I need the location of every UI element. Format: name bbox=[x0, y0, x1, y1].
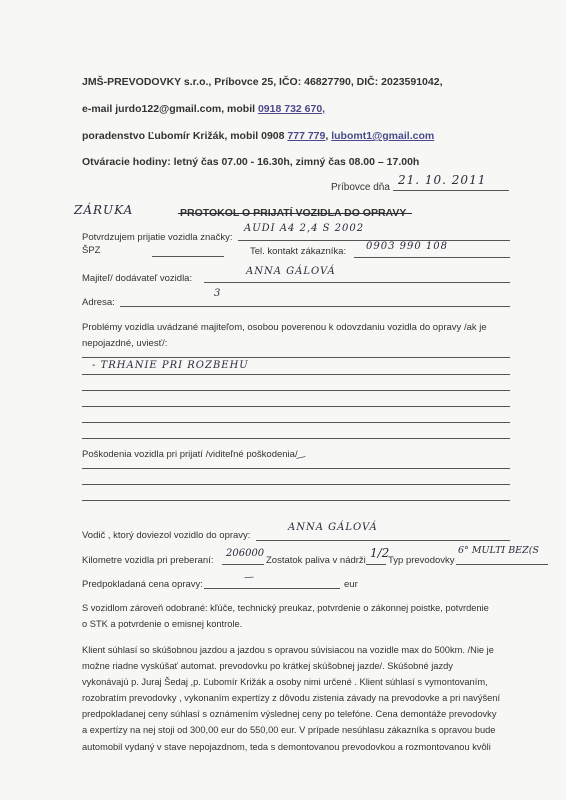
company-line: JMŠ-PREVODOVKY s.r.o., Príbovce 25, IČO: 46827790, DIČ: 2023591042, bbox=[82, 76, 443, 88]
price-value: — bbox=[243, 571, 256, 584]
price-unit: eur bbox=[344, 579, 358, 590]
price-line bbox=[204, 588, 340, 589]
price-label: Predpokladaná cena opravy: bbox=[82, 579, 203, 590]
email-mobil-link[interactable]: 0918 732 670, bbox=[257, 103, 326, 115]
vehicle-label: Potvrdzujem prijatie vozidla značky: bbox=[82, 232, 233, 243]
title-strike bbox=[178, 213, 412, 214]
damage-line-2 bbox=[82, 484, 510, 485]
terms-text-4: rozobratím prevodovky , vykonaním expertízy z dôvodu zistenia závady na prevodovke a pri navýšení bbox=[82, 693, 501, 703]
protocol-title: PROTOKOL O PRIJATÍ VOZIDLA DO OPRAVY bbox=[180, 207, 407, 219]
terms-text-7: automobil vydaný v stave nepojazdnom, teda s demontovanou prevodovkou a rozmontovanou kvôli bbox=[82, 742, 491, 752]
opening-hours: Otváracie hodiny: letný čas 07.00 - 16.30h, zimný čas 08.00 – 17.00h bbox=[82, 156, 420, 168]
advice-prefix: poradenstvo Ľubomír Križák, mobil bbox=[82, 130, 262, 142]
damage-label: Poškodenia vozidla pri prijatí /viditeľné poškodenia/ bbox=[82, 449, 298, 460]
fuel-line bbox=[366, 564, 386, 565]
spz-label: ŠPZ bbox=[82, 245, 101, 256]
driver-line bbox=[256, 540, 510, 541]
vehicle-value: AUDI A4 2,4 S 2002 bbox=[244, 223, 365, 234]
damage-value: — bbox=[294, 450, 309, 465]
fuel-value: 1/2 bbox=[370, 546, 390, 560]
handover-text-1: S vozidlom zároveň odobrané: kľúče, technický preukaz, potvrdenie o zákonnej poistke, potvrdenie bbox=[82, 603, 489, 613]
advice-sep: , bbox=[325, 130, 332, 142]
km-line bbox=[222, 564, 264, 565]
terms-text-2: možne riadne vyskúšať automat. prevodovku po krátkej skúšobnej jazde/. Skúšobné jazdy bbox=[82, 661, 453, 671]
contact-label: Tel. kontakt zákazníka: bbox=[250, 246, 347, 257]
owner-value: ANNA GÁLOVÁ bbox=[246, 266, 336, 277]
problems-label-1: Problémy vozidla uvádzané majiteľom, osobou poverenou k odovzdaniu vozidla do opravy /ak je bbox=[82, 322, 487, 333]
problems-line-5 bbox=[82, 422, 510, 423]
problems-line-1 bbox=[82, 357, 510, 358]
place-date-value: 21. 10. 2011 bbox=[398, 173, 487, 187]
km-label: Kilometre vozidla pri preberaní: bbox=[82, 555, 214, 566]
handover-text-2: o STK a potvrdenie o emisnej kontrole. bbox=[82, 619, 243, 629]
problems-label-2: nepojazdné, uviesť/: bbox=[82, 338, 168, 349]
terms-text-5: predpokladanej ceny súhlasí s oznámením výslednej ceny po telefóne. Cena demontáže prevodovky bbox=[82, 709, 497, 719]
advice-mobil-link[interactable]: 777 779 bbox=[287, 130, 326, 142]
spz-line bbox=[152, 256, 224, 257]
problems-line-4 bbox=[82, 406, 510, 407]
damage-line-3 bbox=[82, 500, 510, 501]
problems-line-6 bbox=[82, 438, 510, 439]
owner-line bbox=[204, 282, 510, 283]
place-date-line bbox=[393, 190, 509, 191]
driver-value: ANNA GÁLOVÁ bbox=[288, 522, 378, 533]
owner-label: Majiteľ/ dodávateľ vozidla: bbox=[82, 273, 193, 284]
gearbox-value: 6° MULTI BEZ(S bbox=[458, 545, 539, 556]
contact-line bbox=[354, 257, 510, 258]
address-line bbox=[120, 306, 510, 307]
contact-value: 0903 990 108 bbox=[366, 241, 448, 252]
advice-mobil-a: 0908 bbox=[261, 130, 288, 142]
problems-value: - TRHANIE PRI ROZBEHU bbox=[92, 360, 249, 371]
gearbox-label: Typ prevodovky bbox=[388, 555, 455, 566]
terms-text-6: a expertízy na nej stoji od 300,00 eur do 550,00 eur. V prípade nesúhlasu zákazníka s opravou bude bbox=[82, 725, 496, 735]
terms-text-3: vykonávajú p. Juraj Šedaj ,p. Ľubomír Križák a osoby nimi určené . Klient súhlasí s vymontovaním, bbox=[82, 677, 488, 687]
advice-line bbox=[82, 130, 434, 142]
advice-email-link[interactable]: lubomt1@gmail.com bbox=[331, 130, 435, 142]
km-value: 206000 bbox=[226, 548, 265, 559]
email-prefix: e-mail jurdo122@gmail.com, mobil bbox=[82, 103, 258, 115]
email-line bbox=[82, 103, 325, 115]
fuel-label: Zostatok paliva v nádrži bbox=[266, 555, 366, 566]
address-value: 3 bbox=[214, 288, 222, 299]
problems-line-3 bbox=[82, 390, 510, 391]
problems-line-2 bbox=[82, 374, 510, 375]
gearbox-line bbox=[456, 564, 548, 565]
driver-label: Vodič , ktorý doviezol vozidlo do opravy: bbox=[82, 530, 251, 541]
terms-text-1: Klient súhlasí so skúšobnou jazdou a jazdou s opravou súvisiacou na vozidle max do 500km. /Nie je bbox=[82, 645, 494, 655]
damage-line-1 bbox=[82, 468, 510, 469]
warranty-handwritten: ZÁRUKA bbox=[74, 203, 134, 217]
place-date-label: Príbovce dňa bbox=[331, 182, 390, 193]
address-label: Adresa: bbox=[82, 297, 115, 308]
